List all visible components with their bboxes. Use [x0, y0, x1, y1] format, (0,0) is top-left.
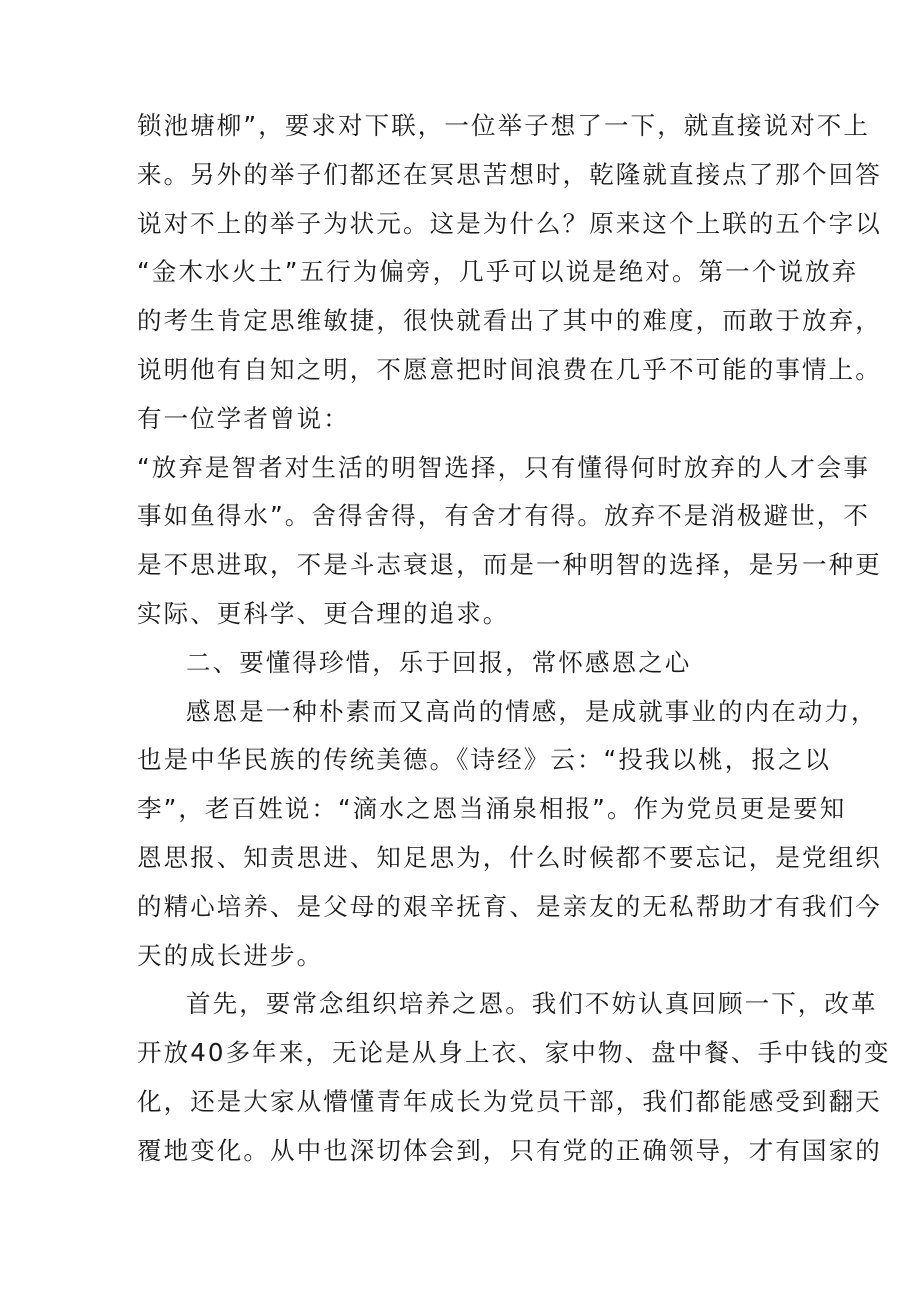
text-line: 的考生肯定思维敏捷，很快就看出了其中的难度，而敢于放弃，	[137, 306, 882, 336]
text-line: 说明他有自知之明，不愿意把时间浪费在几乎不可能的事情上。	[137, 354, 882, 384]
text-line: 来。另外的举子们都还在冥思苦想时，乾隆就直接点了那个回答	[137, 159, 882, 189]
text-line: 覆地变化。从中也深切体会到，只有党的正确领导，才有国家的	[137, 1135, 882, 1165]
text-line: “放弃是智者对生活的明智选择，只有懂得何时放弃的人才会事	[137, 452, 870, 482]
text-line: 开放40多年来，无论是从身上衣、家中物、盘中餐、手中钱的变	[137, 1038, 891, 1068]
text-line: 感恩是一种朴素而又高尚的情感，是成就事业的内在动力，	[186, 696, 878, 726]
text-line: 恩思报、知责思进、知足思为，什么时候都不要忘记，是党组织	[137, 842, 882, 872]
text-line: 锁池塘柳”，要求对下联，一位举子想了一下，就直接说对不上	[137, 111, 870, 140]
text-line: 是不思进取，不是斗志衰退，而是一种明智的选择，是另一种更	[137, 550, 882, 580]
text-line: 首先，要常念组织培养之恩。我们不妨认真回顾一下，改革	[186, 989, 878, 1019]
text-line: “金木水火土”五行为偏旁，几乎可以说是绝对。第一个说放弃	[137, 257, 859, 287]
text-line: 实际、更科学、更合理的追求。	[137, 598, 510, 628]
text-line: 李”，老百姓说：“滴水之恩当涌泉相报”。作为党员更是要知	[137, 794, 847, 824]
text-line: 事如鱼得水”。舍得舍得，有舍才有得。放弃不是消极避世，不	[137, 501, 870, 531]
text-line: 也是中华民族的传统美德。《诗经》云：“投我以桃，报之以	[137, 745, 832, 775]
section-heading: 二、要懂得珍惜，乐于回报，常怀感恩之心	[186, 647, 692, 677]
body-text	[137, 102, 891, 1176]
text-line: 的精心培养、是父母的艰辛抚育、是亲友的无私帮助才有我们今	[137, 891, 882, 921]
text-line: 化，还是大家从懵懂青年成长为党员干部，我们都能感受到翻天	[137, 1086, 882, 1116]
text-line: 说对不上的举子为状元。这是为什么？原来这个上联的五个字以	[137, 208, 882, 238]
text-line: 有一位学者曾说：	[137, 403, 350, 433]
text-line: 天的成长进步。	[137, 940, 324, 970]
